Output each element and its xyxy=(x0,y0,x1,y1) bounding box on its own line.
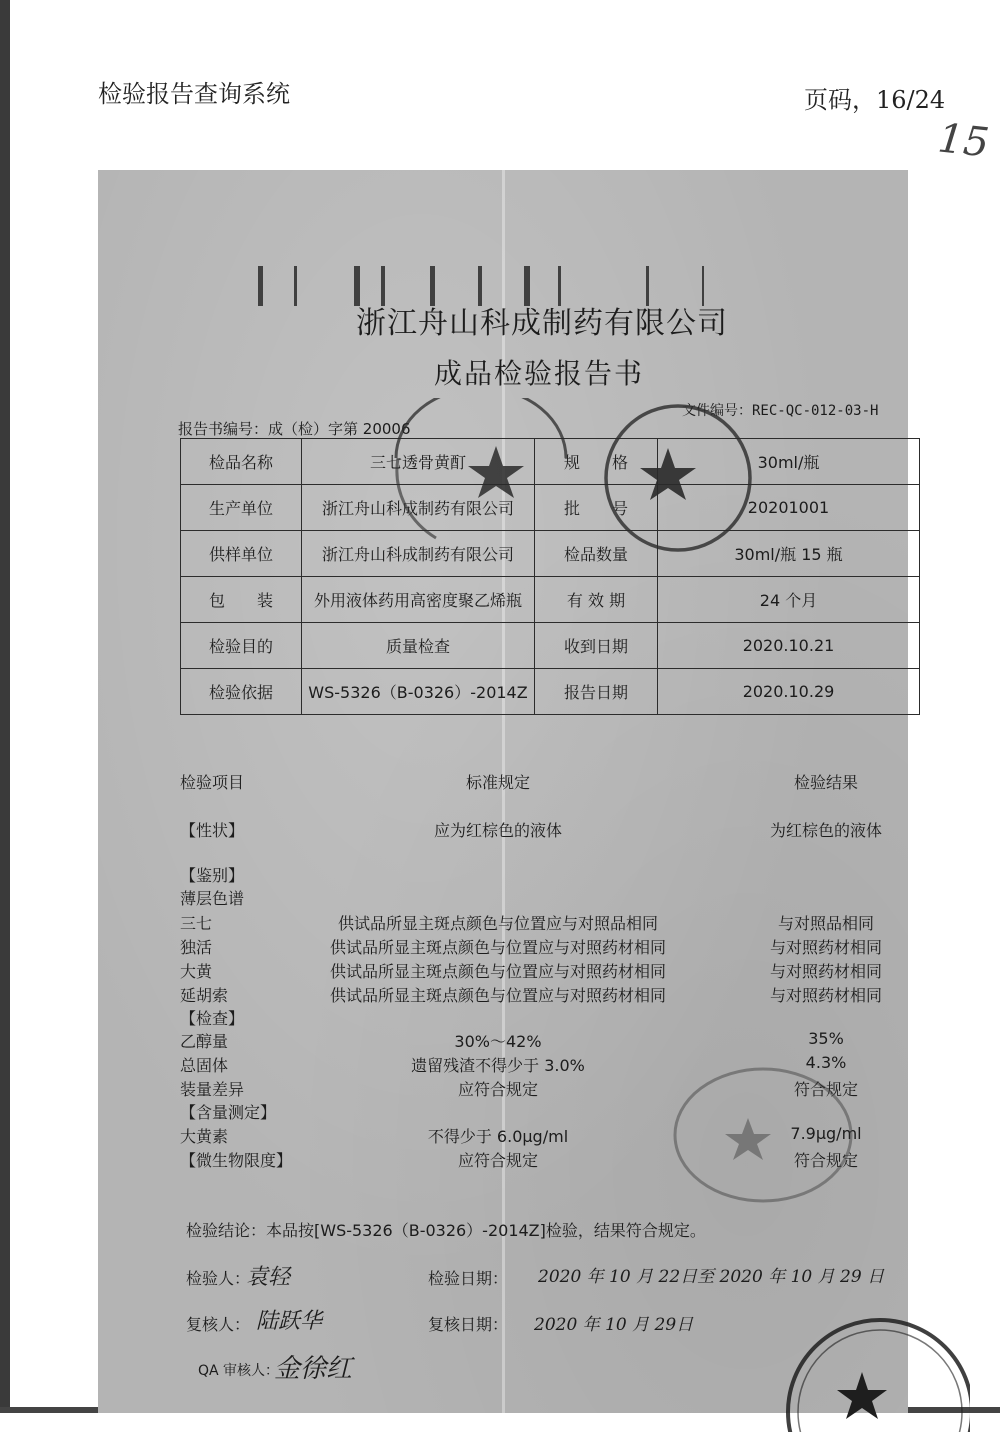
scan-edge-left xyxy=(0,0,10,1413)
inspector-label: 检验人： xyxy=(186,1269,251,1288)
field-value: 2020.10.29 xyxy=(658,669,920,715)
result-text: 符合规定 xyxy=(793,1080,858,1099)
inspect-date: 2020 年 10 月 22日至 2020 年 10 月 29 日 xyxy=(538,1267,885,1287)
qa-signature: 金徐红 xyxy=(274,1354,353,1384)
table-row xyxy=(181,669,920,715)
field-label: 报告日期 xyxy=(535,669,658,715)
standard-text: 遗留残渣不得少于 3.0% xyxy=(411,1056,585,1075)
field-label: 检验依据 xyxy=(181,669,302,715)
result-text: 与对照品相同 xyxy=(777,914,874,933)
table-row xyxy=(181,577,920,623)
standard-text: 供试品所显主斑点颜色与位置应与对照药材相同 xyxy=(329,986,666,1005)
field-value: 浙江舟山科成制药有限公司 xyxy=(302,485,535,531)
result-text: 为红棕色的液体 xyxy=(769,821,882,840)
system-title: 检验报告查询系统 xyxy=(98,80,290,108)
page-number: 页码，16/24 xyxy=(804,86,946,114)
result-text: 4.3% xyxy=(805,1053,847,1072)
item-name: 大黄素 xyxy=(180,1127,229,1146)
field-value: WS-5326（B-0326）-2014Z xyxy=(302,669,535,715)
field-label: 有 效 期 xyxy=(535,577,658,623)
item-name: 独活 xyxy=(180,938,213,957)
item-name: 延胡索 xyxy=(180,986,229,1005)
result-text: 与对照药材相同 xyxy=(769,986,882,1005)
product-info-table xyxy=(180,438,920,715)
section-label-inspection: 【检查】 xyxy=(180,1009,245,1028)
section-label-character: 【性状】 xyxy=(180,821,245,840)
field-label: 包 装 xyxy=(181,577,302,623)
standard-text: 应符合规定 xyxy=(457,1151,538,1170)
col-header-result: 检验结果 xyxy=(793,773,858,792)
reviewer-label: 复核人： xyxy=(186,1315,251,1334)
col-header-item: 检验项目 xyxy=(180,773,245,792)
standard-text: 供试品所显主斑点颜色与位置应与对照药材相同 xyxy=(329,938,666,957)
field-label: 生产单位 xyxy=(181,485,302,531)
table-row xyxy=(181,439,920,485)
result-text: 符合规定 xyxy=(793,1151,858,1170)
field-value: 30ml/瓶 15 瓶 xyxy=(658,531,920,577)
col-header-standard: 标准规定 xyxy=(465,773,530,792)
standard-text: 供试品所显主斑点颜色与位置应与对照药材相同 xyxy=(329,962,666,981)
field-value: 2020.10.21 xyxy=(658,623,920,669)
section-label-microbial: 【微生物限度】 xyxy=(180,1151,293,1170)
result-text: 与对照药材相同 xyxy=(769,938,882,957)
conclusion-text: 检验结论：本品按[WS-5326（B-0326）-2014Z]检验，结果符合规定。 xyxy=(186,1221,706,1240)
field-value: 30ml/瓶 xyxy=(658,439,920,485)
document-title: 成品检验报告书 xyxy=(434,357,645,390)
standard-text: 不得少于 6.0μg/ml xyxy=(427,1127,569,1146)
field-label: 供样单位 xyxy=(181,531,302,577)
scanned-report-sheet xyxy=(98,170,908,1413)
section-label-identification: 【鉴别】 xyxy=(180,866,245,885)
field-value: 24 个月 xyxy=(658,577,920,623)
item-name: 大黄 xyxy=(180,962,213,981)
item-name: 乙醇量 xyxy=(180,1032,229,1051)
inspector-signature: 袁轻 xyxy=(246,1265,291,1290)
item-name: 总固体 xyxy=(180,1056,229,1075)
item-name: 装量差异 xyxy=(180,1080,245,1099)
result-text: 与对照药材相同 xyxy=(769,962,882,981)
table-row xyxy=(181,531,920,577)
method-text: 薄层色谱 xyxy=(180,889,245,908)
qa-label: QA 审核人： xyxy=(198,1363,280,1379)
field-value: 三七透骨黄酊 xyxy=(302,439,535,485)
standard-text: 供试品所显主斑点颜色与位置应与对照品相同 xyxy=(337,914,658,933)
field-value: 浙江舟山科成制药有限公司 xyxy=(302,531,535,577)
field-label: 检品数量 xyxy=(535,531,658,577)
field-label: 批 号 xyxy=(535,485,658,531)
inspect-date-label: 检验日期： xyxy=(428,1269,509,1288)
field-value: 质量检查 xyxy=(302,623,535,669)
file-number: 文件编号：REC-QC-012-03-H xyxy=(682,403,879,419)
field-label: 收到日期 xyxy=(535,623,658,669)
item-name: 三七 xyxy=(180,914,213,933)
field-label: 检验目的 xyxy=(181,623,302,669)
result-text: 7.9μg/ml xyxy=(790,1124,862,1143)
company-name: 浙江舟山科成制药有限公司 xyxy=(356,306,728,341)
field-value: 外用液体药用高密度聚乙烯瓶 xyxy=(302,577,535,623)
review-date-label: 复核日期： xyxy=(428,1315,509,1334)
table-row xyxy=(181,485,920,531)
report-number: 报告书编号：成（检）字第 20006 xyxy=(178,420,411,438)
section-label-assay: 【含量测定】 xyxy=(180,1103,277,1122)
review-date: 2020 年 10 月 29日 xyxy=(534,1315,694,1335)
result-text: 35% xyxy=(808,1029,844,1048)
reviewer-signature: 陆跃华 xyxy=(256,1309,323,1334)
standard-text: 应符合规定 xyxy=(457,1080,538,1099)
table-row xyxy=(181,623,920,669)
field-label: 规 格 xyxy=(535,439,658,485)
standard-text: 30%～42% xyxy=(454,1032,542,1051)
field-label: 检品名称 xyxy=(181,439,302,485)
handwritten-page-mark: 15 xyxy=(935,115,992,167)
field-value: 20201001 xyxy=(658,485,920,531)
standard-text: 应为红棕色的液体 xyxy=(433,821,562,840)
